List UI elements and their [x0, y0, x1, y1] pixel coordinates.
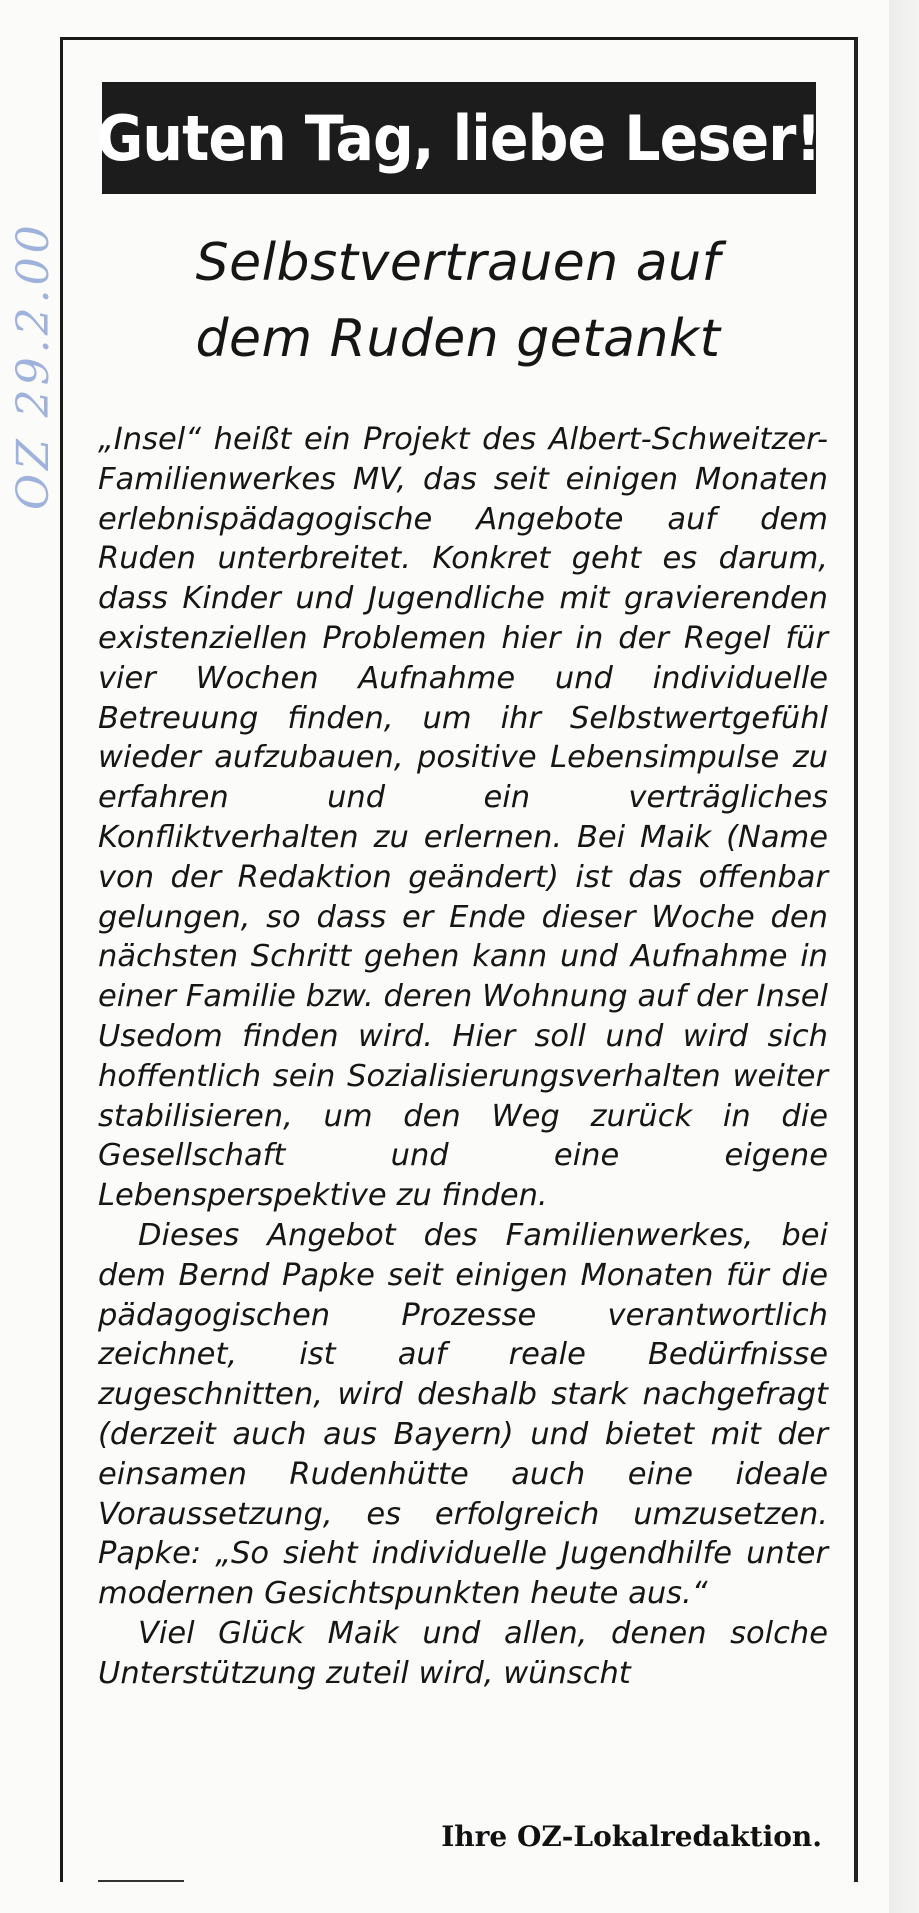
- paragraph-1: „Insel“ heißt ein Projekt des Albert-Schweitzer-Familienwerkes MV, das seit einigen Monaten erlebnispädagogische Angebote auf dem Ruden unterbreitet. Konkret geht es darum, dass Kinder und Jugendliche mit gravierenden existenziellen Problemen hier in der Regel für vier Wochen Aufnahme und individuelle Betreuung finden, um ihr Selbstwertgefühl wieder aufzubauen, positive Lebensimpulse zu erfahren und ein verträgliches Konfliktverhalten zu erlernen. Bei Maik (Name von der Redaktion geändert) ist das offenbar gelungen, so dass er Ende dieser Woche den nächsten Schritt gehen kann und Aufnahme in einer Familie bzw. deren Wohnung auf der Insel Usedom finden wird. Hier soll und wird sich hoffentlich sein Sozialisierungsverhalten weiter stabilisieren, um den Weg zurück in die Gesellschaft und eine eigene Lebensperspektive zu finden.: [98, 422, 828, 1214]
- paragraph-2: Dieses Angebot des Familienwerkes, bei dem Bernd Papke seit einigen Monaten für die pädagogischen Prozesse verantwortlich zeichnet, ist auf reale Bedürfnisse zugeschnitten, wird deshalb stark nachgefragt (derzeit auch aus Bayern) und bietet mit der einsamen Rudenhütte auch eine ideale Voraussetzung, es erfolgreich umzusetzen. Papke: „So sieht individuelle Jugendhilfe unter modernen Gesichtspunkten heute aus.“: [98, 1217, 828, 1612]
- article-headline: [93, 225, 823, 377]
- banner-text: Guten Tag, liebe Leser!: [96, 101, 822, 175]
- scan-edge: [889, 0, 919, 1913]
- article-signature: Ihre OZ-Lokalredaktion.: [441, 1820, 822, 1853]
- newspaper-clipping: [60, 37, 858, 1882]
- headline-line-1: Selbstvertrauen auf: [195, 233, 721, 293]
- paragraph-3: Viel Glück Maik und allen, denen solche Unterstützung zuteil wird, wünscht: [98, 1615, 828, 1691]
- headline-line-2: dem Ruden getankt: [195, 309, 721, 369]
- bottom-rule: [98, 1880, 184, 1882]
- column-banner: [96, 82, 822, 194]
- handwritten-date-note: OZ 29.2.00: [8, 221, 59, 510]
- article-body: [98, 420, 828, 1694]
